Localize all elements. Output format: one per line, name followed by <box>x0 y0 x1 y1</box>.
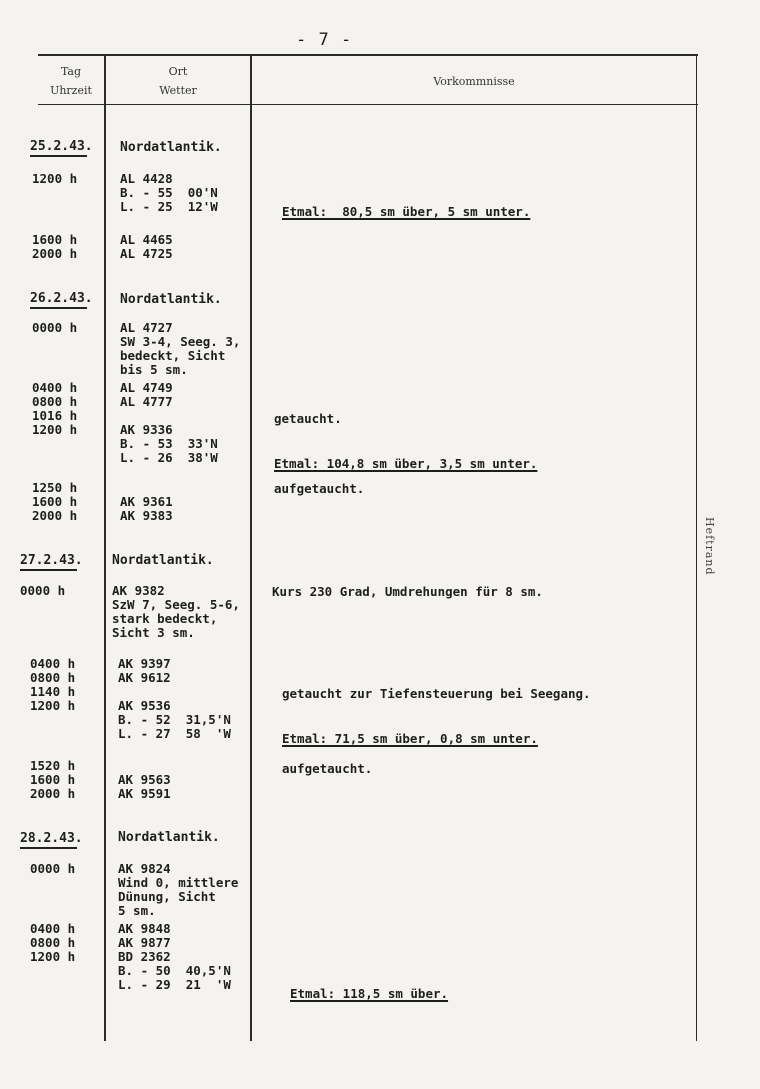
location-28-2-43: Nordatlantik. <box>118 830 220 845</box>
time-cell: 0400 h 0800 h 1016 h 1200 h <box>32 380 78 437</box>
time-cell: 0000 h <box>32 320 78 335</box>
ort-cell: AK 9563 AK 9591 <box>118 772 171 801</box>
time-cell: 0000 h <box>30 861 76 876</box>
location-25-2-43: Nordatlantik. <box>120 140 222 155</box>
time-cell: 0400 h 0800 h 1140 h 1200 h <box>30 656 76 713</box>
time-cell: 1200 h <box>32 171 78 186</box>
ort-cell: AL 4428 B. - 55 00'N L. - 25 12'W <box>120 171 218 214</box>
time-cell: 0000 h <box>20 583 66 598</box>
table-top-rule <box>38 54 698 56</box>
margin-note: Heftrand <box>703 517 716 576</box>
time-cell: 1600 h 2000 h <box>32 232 78 261</box>
event-cell: Etmal: 104,8 sm über, 3,5 sm unter. <box>274 456 538 471</box>
page-number: - 7 - <box>296 30 353 50</box>
header-vorkommnisse: Vorkommnisse <box>433 75 515 88</box>
event-cell: Etmal: 71,5 sm über, 0,8 sm unter. <box>282 731 538 746</box>
event-cell: aufgetaucht. <box>282 761 373 776</box>
date-28-2-43: 28.2.43. <box>20 831 83 846</box>
column-divider-2 <box>250 56 252 1041</box>
ort-cell: AK 9824 Wind 0, mittlere Dünung, Sicht 5 sm. <box>118 861 239 918</box>
header-tag: Tag <box>60 65 82 78</box>
event-cell: Kurs 230 Grad, Umdrehungen für 8 sm. <box>272 584 543 599</box>
ort-cell: AL 4727 SW 3-4, Seeg. 3, bedeckt, Sicht bis 5 sm. <box>120 320 241 377</box>
header-tag-uhrzeit <box>40 62 102 100</box>
ort-cell: AL 4749 AL 4777 AK 9336 B. - 53 33'N L. - 26 38'W <box>120 380 218 465</box>
event-cell: Etmal: 80,5 sm über, 5 sm unter. <box>282 204 531 219</box>
time-cell: 1520 h 1600 h 2000 h <box>30 758 76 801</box>
ort-cell: AK 9848 AK 9877 BD 2362 B. - 50 40,5'N L. - 29 21 'W <box>118 921 231 992</box>
location-27-2-43: Nordatlantik. <box>112 553 214 568</box>
header-ort-wetter <box>106 62 250 100</box>
header-ort: Ort <box>168 65 188 78</box>
column-divider-1 <box>104 56 106 1041</box>
time-cell: 0400 h 0800 h 1200 h <box>30 921 76 964</box>
ort-cell: AK 9397 AK 9612 AK 9536 B. - 52 31,5'N L. - 27 58 'W <box>118 656 231 741</box>
ort-cell: AK 9382 SzW 7, Seeg. 5-6, stark bedeckt, Sicht 3 sm. <box>112 583 240 640</box>
date-27-2-43: 27.2.43. <box>20 553 83 568</box>
ort-cell: AK 9361 AK 9383 <box>120 494 173 523</box>
event-cell: getaucht zur Tiefensteuerung bei Seegang. <box>282 686 591 701</box>
event-cell: getaucht. <box>274 411 342 426</box>
right-border <box>696 56 697 1041</box>
date-25-2-43: 25.2.43. <box>30 139 93 154</box>
ort-cell: AL 4465 AL 4725 <box>120 232 173 261</box>
time-cell: 1250 h 1600 h 2000 h <box>32 480 78 523</box>
header-uhrzeit: Uhrzeit <box>50 84 92 97</box>
header-bottom-rule <box>38 104 698 105</box>
location-26-2-43: Nordatlantik. <box>120 292 222 307</box>
header-wetter: Wetter <box>159 84 197 97</box>
date-26-2-43: 26.2.43. <box>30 291 93 306</box>
event-cell: aufgetaucht. <box>274 481 365 496</box>
event-cell: Etmal: 118,5 sm über. <box>290 986 449 1001</box>
